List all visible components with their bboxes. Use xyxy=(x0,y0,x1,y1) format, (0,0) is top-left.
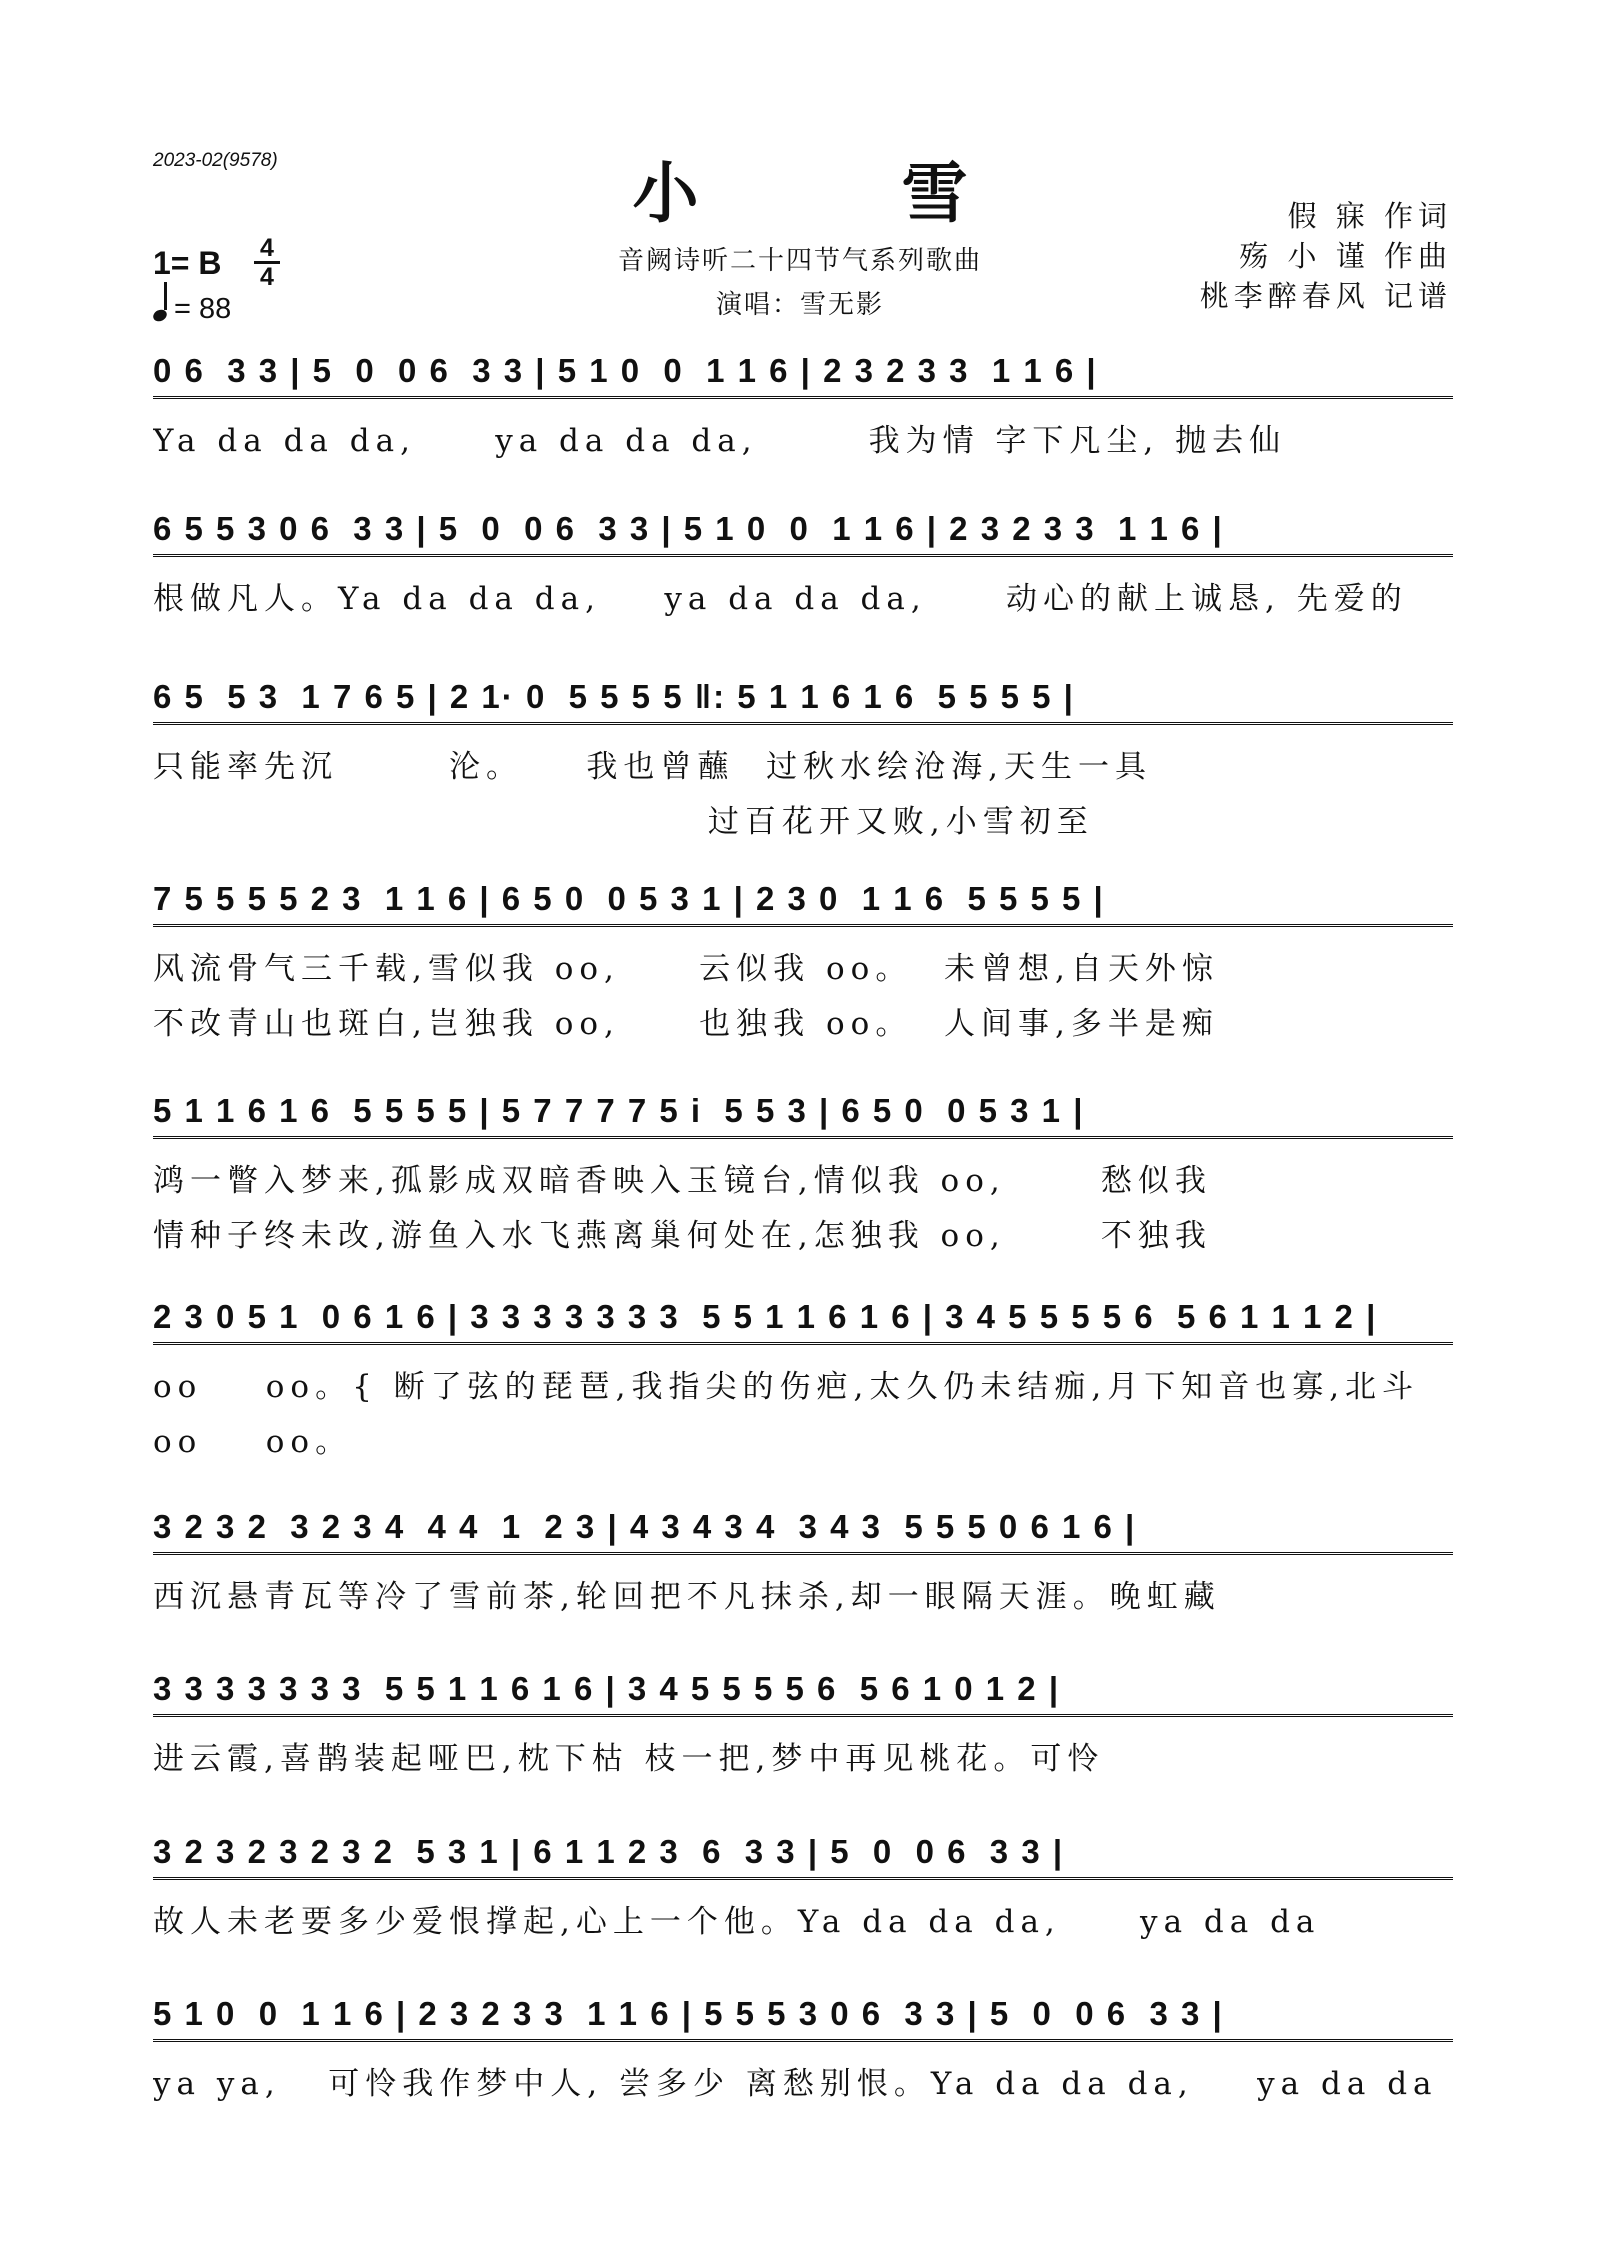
lyric-line: 西沉悬青瓦等冷了雪前茶,轮回把不凡抹杀,却一眼隔天涯。晚虹藏 xyxy=(153,1579,1221,1615)
singer-credit: 演唱：雪无影 xyxy=(715,290,884,320)
lyric-line: 根做凡人。Ya da da da, ya da da da, 动心的献上诚恳, 先爱的 xyxy=(153,581,1408,617)
notation-line: 6 5 5 3 1 7 6 5 | 2 1· 0 5 5 5 5 ‖: 5 1 1 6 1 6 5 5 5 5 | xyxy=(153,678,1453,725)
score-system xyxy=(153,1298,1453,1461)
lyric-line: 情种子终未改,游鱼入水飞燕离巢何处在,怎独我 oo, 不独我 xyxy=(153,1218,1212,1254)
score-system xyxy=(153,510,1453,618)
lyric-line: oo oo。{ 断了弦的琵琶,我指尖的伤疤,太久仍未结痂,月下知音也寡,北斗 xyxy=(153,1369,1420,1405)
notation-line: 5 1 1 6 1 6 5 5 5 5 | 5 7 7 7 7 5 i 5 5 3 | 6 5 0 0 5 3 1 | xyxy=(153,1092,1453,1139)
notation-line: 5 1 0 0 1 1 6 | 2 3 2 3 3 1 1 6 | 5 5 5 3 0 6 3 3 | 5 0 0 6 3 3 | xyxy=(153,1995,1453,2042)
notation-line: 2 3 0 5 1 0 6 1 6 | 3 3 3 3 3 3 3 5 5 1 1 6 1 6 | 3 4 5 5 5 5 6 5 6 1 1 1 2 | xyxy=(153,1298,1453,1345)
subtitle: 音阙诗听二十四节气系列歌曲 xyxy=(617,246,982,276)
tempo-value: = 88 xyxy=(174,293,232,325)
notation-line: 7 5 5 5 5 2 3 1 1 6 | 6 5 0 0 5 3 1 | 2 3 0 1 1 6 5 5 5 5 | xyxy=(153,880,1453,927)
lyric-line: 过百花开又败,小雪初至 xyxy=(153,804,1094,840)
lyric-line: ya ya, 可怜我作梦中人, 尝多少 离愁别恨。Ya da da da, ya da da xyxy=(153,2066,1438,2102)
lyric-line: 只能率先沉 沦。 我也曾蘸 过秋水绘沧海,天生一具 xyxy=(153,749,1152,785)
score-system xyxy=(153,1670,1453,1778)
page-title: 小 雪 xyxy=(632,154,1058,232)
composer-credit: 殇 小 谨 作曲 xyxy=(1239,239,1452,273)
notation-line: 0 6 3 3 | 5 0 0 6 3 3 | 5 1 0 0 1 1 6 | 2 3 2 3 3 1 1 6 | xyxy=(153,352,1453,399)
score-system xyxy=(153,880,1453,1043)
lyric-line: oo oo。 xyxy=(153,1424,353,1460)
score-system xyxy=(153,678,1453,841)
score-system xyxy=(153,1508,1453,1616)
lyric-line: 鸿一瞥入梦来,孤影成双暗香映入玉镜台,情似我 oo, 愁似我 xyxy=(153,1163,1212,1199)
lyric-line: 故人未老要多少爱恨撑起,心上一个他。Ya da da da, ya da da xyxy=(153,1904,1321,1940)
notation-line: 3 2 3 2 3 2 3 2 5 3 1 | 6 1 1 2 3 6 3 3 | 5 0 0 6 3 3 | xyxy=(153,1833,1453,1880)
notation-line: 6 5 5 3 0 6 3 3 | 5 0 0 6 3 3 | 5 1 0 0 1 1 6 | 2 3 2 3 3 1 1 6 | xyxy=(153,510,1453,557)
key-signature: 1= B xyxy=(153,245,222,281)
lyric-line: 风流骨气三千载,雪似我 oo, 云似我 oo。 未曾想,自天外惊 xyxy=(153,951,1219,987)
notation-line: 3 2 3 2 3 2 3 4 4 4 1 2 3 | 4 3 4 3 4 3 4 3 5 5 5 0 6 1 6 | xyxy=(153,1508,1453,1555)
lyric-line: 不改青山也斑白,岂独我 oo, 也独我 oo。 人间事,多半是痴 xyxy=(153,1006,1219,1042)
lyricist-credit: 假 寐 作词 xyxy=(1287,199,1452,233)
notation-line: 3 3 3 3 3 3 3 5 5 1 1 6 1 6 | 3 4 5 5 5 5 6 5 6 1 0 1 2 | xyxy=(153,1670,1453,1717)
meter-bottom: 4 xyxy=(260,263,274,291)
score-system xyxy=(153,1833,1453,1941)
lyric-line: 进云霞,喜鹊装起哑巴,枕下枯 枝一把,梦中再见桃花。可怜 xyxy=(153,1741,1105,1777)
score-system xyxy=(153,1995,1453,2103)
score-system xyxy=(153,1092,1453,1255)
score-code: 2023-02(9578) xyxy=(153,150,278,171)
lyric-line: Ya da da da, ya da da da, 我为情 字下凡尘, 抛去仙 xyxy=(153,423,1287,459)
transcriber-credit: 桃李醉春风 记谱 xyxy=(1199,279,1452,313)
meter-top: 4 xyxy=(260,234,274,262)
score-system xyxy=(153,352,1453,460)
